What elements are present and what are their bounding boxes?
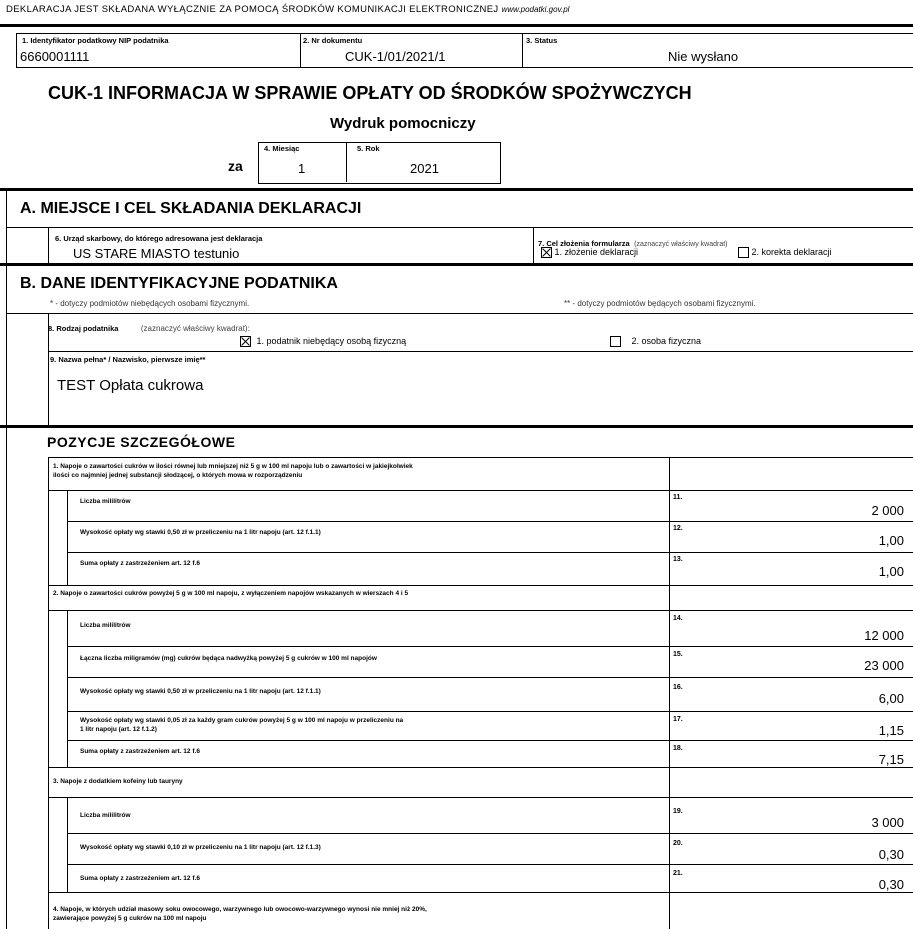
row-number: 18. (673, 745, 683, 752)
row-description: Liczba mililitrów (80, 622, 131, 629)
purpose-option-1-label: 1. złożenie deklaracji (554, 247, 639, 257)
year-value: 2021 (410, 161, 439, 176)
group-4-line-2: zawierające powyżej 5 g cukrów na 100 ml napoju (53, 915, 207, 922)
checkbox-icon[interactable] (738, 247, 749, 258)
notice-text: DEKLARACJA JEST SKŁADANA WYŁĄCZNIE ZA POMOCĄ ŚRODKÓW KOMUNIKACJI ELEKTRONICZNEJ (6, 4, 499, 15)
group-3-header: 3. Napoje z dodatkiem kofeiny lub tauryny (53, 778, 183, 785)
group-4-header (53, 905, 653, 923)
taxpayer-type-option-2-label: 2. osoba fizyczna (631, 336, 702, 346)
month-label: 4. Miesiąc (264, 144, 300, 153)
row-description: Łączna liczba miligramów (mg) cukrów będąca nadwyżką powyżej 5 g cukrów w 100 ml napojów (80, 655, 377, 662)
divider (48, 892, 913, 893)
table-indent-border (67, 490, 68, 585)
left-border (6, 191, 7, 929)
divider (16, 33, 913, 34)
taxpayer-type-option-2[interactable] (610, 336, 701, 347)
row-value: 3 000 (871, 815, 904, 830)
group-2-header: 2. Napoje o zawartości cukrów powyżej 5 g w 100 ml napoju, z wyłączeniem napojów wskazanych w wierszach 4 i 5 (53, 590, 409, 597)
row-description: Suma opłaty z zastrzeżeniem art. 12 f.6 (80, 748, 200, 755)
divider (48, 797, 913, 798)
table-indent-border (67, 610, 68, 767)
checkbox-checked-icon[interactable] (541, 247, 552, 258)
divider (67, 833, 913, 834)
row-description: Wysokość opłaty wg stawki 0,50 zł w przeliczeniu na 1 litr napoju (art. 12 f.1.1) (80, 688, 321, 695)
row-number: 19. (673, 808, 683, 815)
row-value: 1,15 (878, 723, 904, 738)
row-number: 15. (673, 651, 683, 658)
row-value: 23 000 (864, 658, 904, 673)
note-natural-persons: ** - dotyczy podmiotów będących osobami fizycznymi. (564, 299, 756, 308)
group-1-line-2: ilości co najmniej jednej substancji słodzącej, o których mowa w rozporządzeniu (53, 472, 303, 479)
purpose-label: 7. Cel złożenia formularza (538, 239, 630, 248)
tax-office-value: US STARE MIASTO testunio (73, 246, 240, 261)
divider (522, 33, 523, 67)
month-value: 1 (298, 161, 306, 176)
row-number: 21. (673, 870, 683, 877)
divider (67, 740, 913, 741)
divider (67, 552, 913, 553)
group-1-line-1: 1. Napoje o zawartości cukrów w ilości równej lub mniejszej niż 5 g w 100 ml napoju lub o zawartości w jakiejkolwiek (53, 463, 413, 470)
divider (346, 142, 347, 182)
row-description: Suma opłaty z zastrzeżeniem art. 12 f.6 (80, 875, 200, 882)
nip-label: 1. Identyfikator podatkowy NIP podatnika (22, 36, 169, 45)
divider (67, 521, 913, 522)
nip-value: 6660001111 (20, 49, 90, 64)
row-value: 1,00 (878, 564, 904, 579)
taxpayer-type-option-1-label: 1. podatnik niebędący osobą fizyczną (256, 336, 407, 346)
divider (300, 33, 301, 67)
purpose-option-2[interactable] (738, 247, 832, 258)
row-description-line-1: Wysokość opłaty wg stawki 0,05 zł za każdy gram cukrów powyżej 5 g w 100 ml napoju w przeliczeniu na (80, 717, 404, 724)
row-description (80, 716, 403, 734)
divider (6, 313, 913, 314)
purpose-hint: (zaznaczyć właściwy kwadrat) (634, 241, 728, 248)
divider (67, 646, 913, 647)
divider (67, 864, 913, 865)
full-name-value: TEST Opłata cukrowa (57, 377, 204, 394)
divider (16, 33, 17, 67)
taxpayer-type-label: 8. Rodzaj podatnika (48, 324, 119, 333)
form-title: CUK-1 INFORMACJA W SPRAWIE OPŁATY OD ŚRODKÓW SPOŻYWCZYCH (48, 83, 692, 103)
status-label: 3. Status (526, 36, 558, 45)
table-value-column-border (669, 457, 670, 929)
positions-title: POZYCJE SZCZEGÓŁOWE (47, 434, 236, 450)
checkbox-checked-icon[interactable] (240, 336, 251, 347)
divider (16, 67, 913, 68)
divider (48, 767, 913, 768)
row-number: 13. (673, 556, 683, 563)
row-value: 2 000 (871, 503, 904, 518)
table-indent-border (67, 797, 68, 892)
divider (48, 585, 913, 586)
row-description: Liczba mililitrów (80, 812, 131, 819)
checkbox-icon[interactable] (610, 336, 621, 347)
divider (48, 351, 913, 352)
divider (67, 677, 913, 678)
full-name-label: 9. Nazwa pełna* / Nazwisko, pierwsze imię** (50, 355, 206, 364)
note-legal-entities: * - dotyczy podmiotów niebędących osobami fizycznymi. (50, 299, 250, 308)
section-rule (0, 263, 913, 266)
row-number: 20. (673, 840, 683, 847)
document-number-value: CUK-1/01/2021/1 (345, 49, 446, 64)
divider (67, 711, 913, 712)
row-value: 0,30 (878, 877, 904, 892)
section-b-title: B. DANE IDENTYFIKACYJNE PODATNIKA (20, 275, 338, 292)
row-value: 12 000 (864, 628, 904, 643)
row-number: 17. (673, 716, 683, 723)
divider (48, 610, 913, 611)
row-number: 11. (673, 494, 683, 501)
notice-url: www.podatki.gov.pl (501, 5, 570, 14)
form-subtitle: Wydruk pomocniczy (330, 115, 476, 132)
divider (48, 227, 49, 263)
tax-office-label: 6. Urząd skarbowy, do którego adresowana jest deklaracja (55, 234, 263, 243)
section-rule (0, 188, 913, 191)
divider (533, 227, 534, 263)
electronic-submission-notice (6, 4, 569, 15)
top-rule (0, 24, 913, 27)
group-4-line-1: 4. Napoje, w których udział masowy soku owocowego, warzywnego lub owocowo-warzywnego wynosi nie mniej niż 20%, (53, 906, 427, 913)
table-left-border (48, 457, 49, 929)
row-description: Liczba mililitrów (80, 498, 131, 505)
section-rule (0, 425, 913, 428)
period-za-label: za (228, 158, 243, 174)
row-description-line-2: 1 litr napoju (art. 12 f.1.2) (80, 726, 157, 733)
status-value: Nie wysłano (668, 49, 739, 64)
purpose-option-2-label: 2. korekta deklaracji (751, 247, 832, 257)
group-1-header (53, 462, 653, 480)
taxpayer-type-option-1[interactable] (240, 336, 406, 347)
row-value: 1,00 (878, 533, 904, 548)
divider (6, 227, 913, 228)
section-a-title: A. MIEJSCE I CEL SKŁADANIA DEKLARACJI (20, 200, 362, 217)
divider (48, 490, 913, 491)
row-number: 12. (673, 525, 683, 532)
row-description: Suma opłaty z zastrzeżeniem art. 12 f.6 (80, 560, 200, 567)
row-description: Wysokość opłaty wg stawki 0,10 zł w przeliczeniu na 1 litr napoju (art. 12 f.1.3) (80, 844, 321, 851)
row-description: Wysokość opłaty wg stawki 0,50 zł w przeliczeniu na 1 litr napoju (art. 12 f.1.1) (80, 529, 321, 536)
row-number: 16. (673, 684, 683, 691)
row-number: 14. (673, 615, 683, 622)
row-value: 0,30 (878, 847, 904, 862)
divider (48, 457, 913, 458)
document-number-label: 2. Nr dokumentu (303, 36, 363, 45)
row-value: 6,00 (878, 691, 904, 706)
taxpayer-type-label-row (48, 318, 250, 336)
purpose-option-1[interactable] (541, 247, 638, 258)
year-label: 5. Rok (357, 144, 380, 153)
row-value: 7,15 (878, 752, 904, 767)
taxpayer-type-hint: (zaznaczyć właściwy kwadrat): (140, 324, 250, 333)
